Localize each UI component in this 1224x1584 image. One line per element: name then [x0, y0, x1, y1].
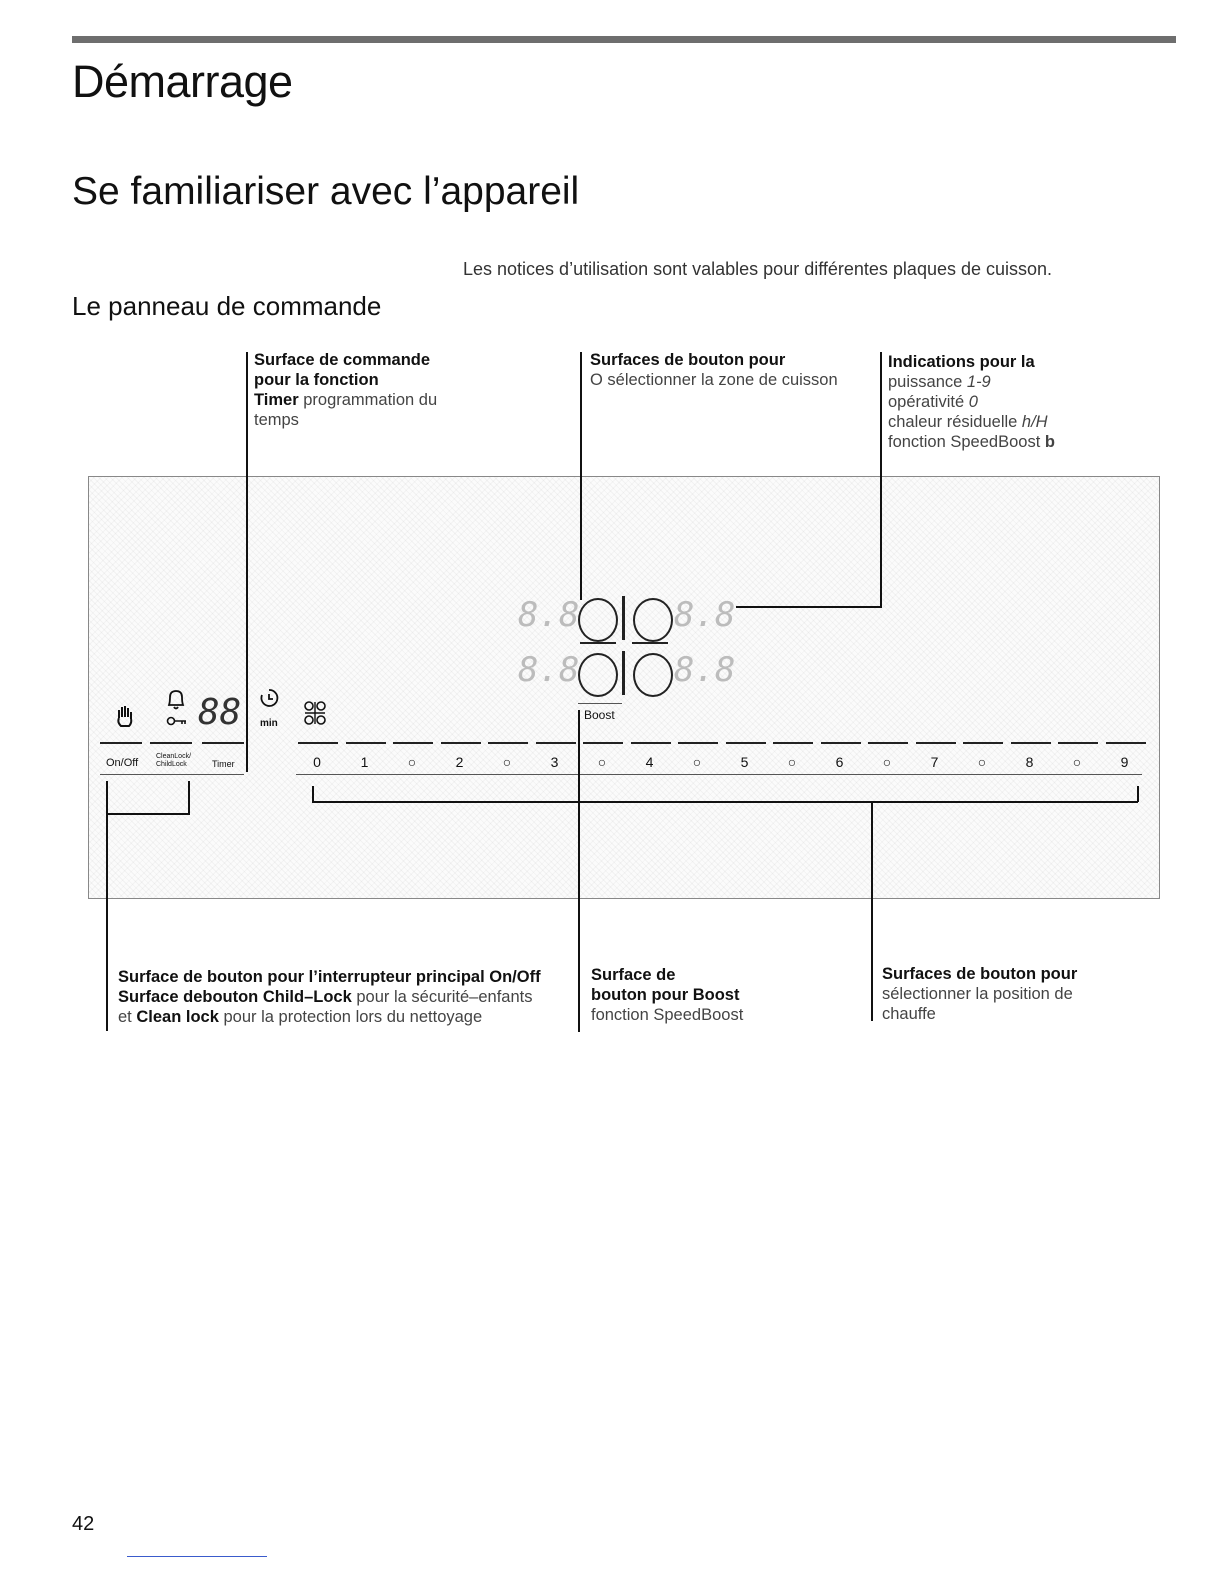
callout-main-line1: Surface de bouton pour l’interrupteur principal On/Off — [118, 968, 541, 986]
scale-step-7[interactable]: 7 — [930, 754, 939, 770]
scale-button-dash — [631, 742, 671, 744]
callout-timer-line2: pour la fonction — [254, 371, 379, 389]
callout-ind-line5: fonction SpeedBoost — [888, 433, 1045, 451]
callout-timer-line3: programmation du — [298, 391, 438, 409]
scale-step-3[interactable]: 3 — [550, 754, 559, 770]
callout-main-line2: pour la sécurité–enfants — [351, 988, 533, 1006]
scale-button-dash — [821, 742, 861, 744]
zone-ring-rear-right[interactable] — [633, 653, 673, 697]
callout-zones-line1: Surfaces de bouton pour — [590, 351, 786, 369]
callout-main-line2-bold: Surface debouton Child–Lock — [118, 988, 352, 1006]
zone-dash-right — [632, 642, 668, 644]
scale-button-dash — [963, 742, 1003, 744]
leader-timer — [246, 352, 248, 772]
zone-display-right-bottom: 8.8 — [674, 650, 736, 690]
callout-boost-line3: fonction SpeedBoost — [591, 1006, 744, 1024]
scale-button-dash — [678, 742, 718, 744]
zone-display-left-top: 8.8 — [518, 595, 580, 635]
scale-button-dash — [536, 742, 576, 744]
page-subtitle: Se familiariser avec l’appareil — [72, 170, 580, 213]
callout-main-line3-bold: Clean lock — [136, 1008, 219, 1026]
callout-ind-sym-op: 0 — [968, 393, 978, 411]
scale-step-0[interactable]: 0 — [313, 754, 321, 770]
zone-display-right-top: 8.8 — [674, 595, 736, 635]
callout-boost — [591, 965, 743, 1025]
footer-rule — [127, 1556, 267, 1557]
leader-zones — [580, 352, 582, 600]
callout-timer — [254, 350, 437, 430]
hand-icon — [114, 704, 136, 730]
scale-half-step[interactable]: ○ — [787, 754, 797, 770]
left-button-dash — [202, 742, 244, 744]
bracket-scale-b — [1137, 786, 1139, 802]
callout-zones — [590, 350, 838, 390]
zone-dash-left — [580, 642, 616, 644]
scale-button-dash — [583, 742, 623, 744]
callout-positions — [882, 964, 1077, 1024]
zone-ring-front-left[interactable] — [578, 598, 618, 642]
scale-step-4[interactable]: 4 — [645, 754, 654, 770]
bracket-scale-a — [312, 786, 314, 802]
scale-step-6[interactable]: 6 — [835, 754, 844, 770]
cleanlock-label-2: ChildLock — [156, 761, 187, 768]
top-rule — [72, 36, 1176, 43]
callout-timer-bold: Timer — [254, 391, 299, 409]
bell-icon — [164, 688, 188, 710]
callout-boost-line1: Surface de — [591, 966, 676, 984]
zone-ring-front-right[interactable] — [633, 598, 673, 642]
scale-button-dash — [773, 742, 813, 744]
scale-step-2[interactable]: 2 — [455, 754, 464, 770]
callout-main — [118, 967, 541, 1027]
left-button-dash — [100, 742, 142, 744]
zone-display-left-bottom: 8.8 — [518, 650, 580, 690]
scale-half-step[interactable]: ○ — [407, 754, 417, 770]
bracket-left-a — [106, 781, 108, 815]
onoff-label[interactable]: On/Off — [106, 757, 139, 769]
scale-step-8[interactable]: 8 — [1025, 754, 1034, 770]
callout-ind-line3: opérativité — [888, 393, 969, 411]
callout-zones-line2: O sélectionner la zone de cuisson — [590, 371, 838, 389]
scale-half-step[interactable]: ○ — [882, 754, 892, 770]
scale-button-dash — [298, 742, 338, 744]
callout-ind-sym-power: 1-9 — [966, 373, 991, 391]
scale-step-9[interactable]: 9 — [1120, 754, 1129, 770]
callout-timer-line1: Surface de commande — [254, 351, 431, 369]
scale-half-step[interactable]: ○ — [1072, 754, 1082, 770]
scale-half-step[interactable]: ○ — [502, 754, 512, 770]
zone-divider-top — [622, 596, 625, 640]
left-button-dash — [150, 742, 192, 744]
scale-button-dash — [1011, 742, 1051, 744]
section-heading: Le panneau de commande — [72, 291, 382, 321]
callout-boost-line2: bouton pour Boost — [591, 986, 740, 1004]
scale-button-dash — [1106, 742, 1146, 744]
boost-overline — [578, 703, 622, 704]
leader-main — [106, 813, 108, 1031]
callout-ind-line2: puissance — [888, 373, 967, 391]
key-icon — [166, 716, 188, 726]
scale-half-step[interactable]: ○ — [977, 754, 987, 770]
scale-button-dash — [868, 742, 908, 744]
callout-ind-line1: Indications pour la — [888, 353, 1035, 371]
leader-positions — [871, 801, 873, 1021]
bracket-left-b — [188, 781, 190, 815]
zone-divider-bottom — [622, 651, 625, 695]
zone-ring-rear-left[interactable] — [578, 653, 618, 697]
callout-main-line3: pour la protection lors du nettoyage — [218, 1008, 483, 1026]
callout-positions-line3: chauffe — [882, 1005, 936, 1023]
cleanlock-label[interactable] — [156, 753, 191, 769]
zone-select-icon — [303, 700, 327, 726]
boost-label[interactable]: Boost — [584, 708, 615, 722]
timer-clock-icon — [258, 687, 280, 709]
scale-half-step[interactable]: ○ — [597, 754, 607, 770]
timer-display: 88 — [198, 692, 242, 733]
scale-button-dash — [726, 742, 766, 744]
bracket-left-base — [106, 813, 190, 815]
min-label: min — [260, 718, 278, 729]
callout-positions-line2: sélectionner la position de — [882, 985, 1073, 1003]
page-number: 42 — [72, 1513, 95, 1535]
scale-underline — [296, 774, 1142, 775]
scale-step-1[interactable]: 1 — [360, 754, 369, 770]
scale-button-dash — [916, 742, 956, 744]
callout-timer-line4: temps — [254, 411, 299, 429]
callout-ind-sym-heat: h/H — [1021, 413, 1048, 431]
scale-button-dash — [346, 742, 386, 744]
callout-ind-sym-boost: b — [1044, 433, 1055, 451]
bracket-scale-base — [312, 801, 1138, 803]
scale-step-5[interactable]: 5 — [740, 754, 749, 770]
leader-indications — [880, 352, 882, 608]
callout-indications — [888, 352, 1055, 452]
callout-positions-line1: Surfaces de bouton pour — [882, 965, 1078, 983]
callout-main-line3-pre: et — [118, 1008, 137, 1026]
page-title: Démarrage — [72, 56, 293, 107]
cleanlock-label-1: CleanLock/ — [156, 753, 192, 760]
intro-note: Les notices d’utilisation sont valables pour différentes plaques de cuisson. — [463, 259, 1053, 279]
timer-label[interactable]: Timer — [212, 759, 235, 769]
leader-boost — [578, 710, 580, 1032]
leader-indications-h — [736, 606, 882, 608]
callout-ind-line4: chaleur résiduelle — [888, 413, 1022, 431]
scale-button-dash — [393, 742, 433, 744]
scale-button-dash — [1058, 742, 1098, 744]
scale-button-dash — [441, 742, 481, 744]
scale-button-dash — [488, 742, 528, 744]
scale-half-step[interactable]: ○ — [692, 754, 702, 770]
left-buttons-underline — [100, 774, 244, 775]
